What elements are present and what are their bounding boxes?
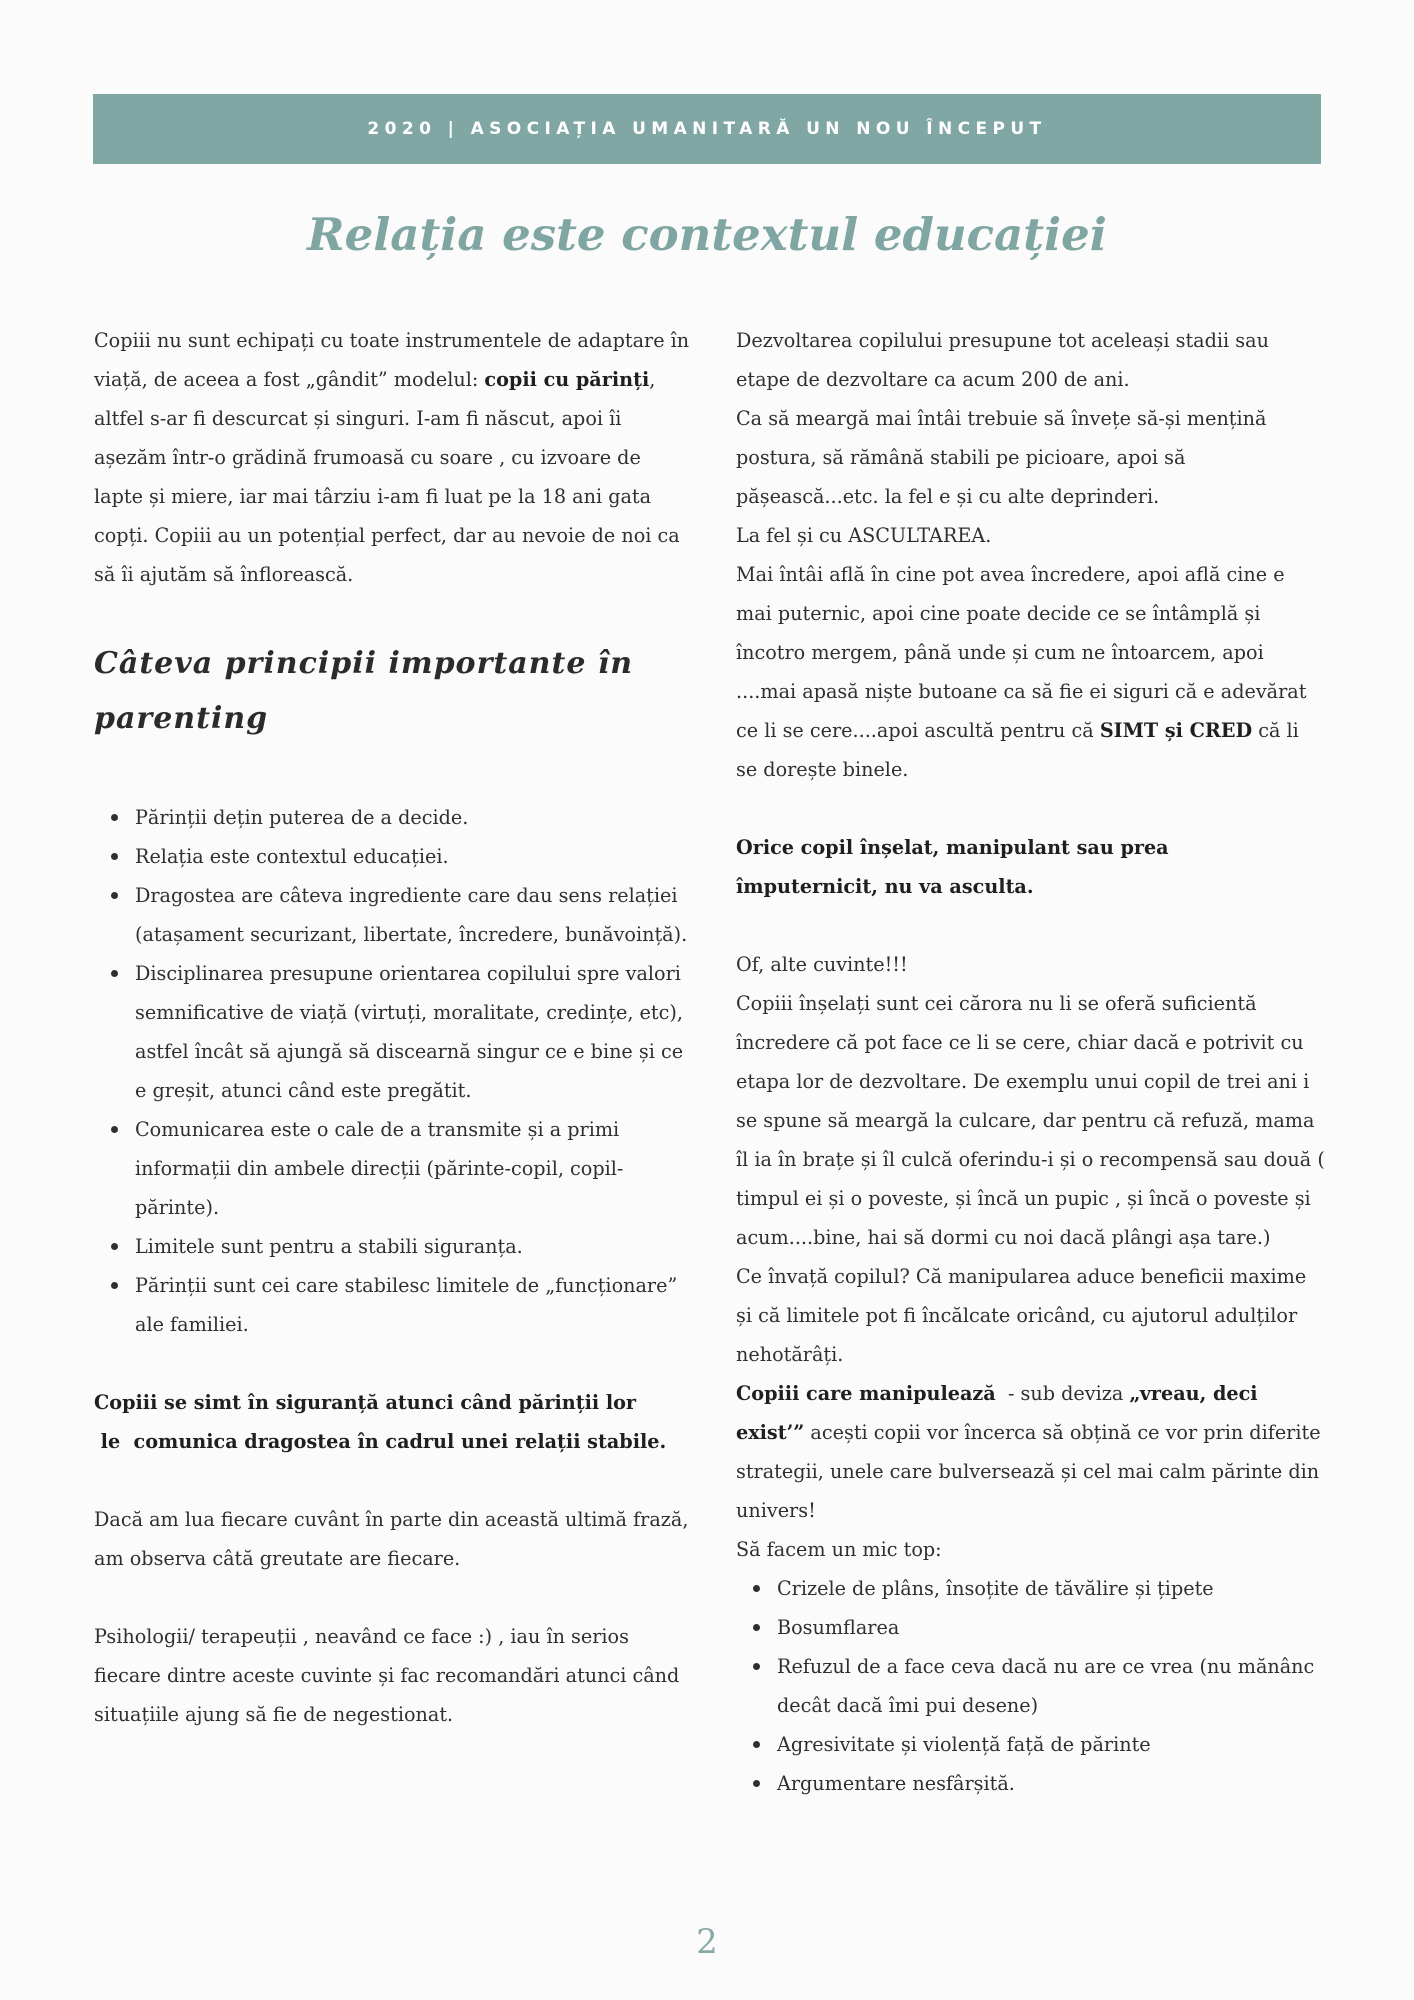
- left-column: [94, 321, 694, 1734]
- page-title: Relația este contextul educației: [307, 208, 1107, 261]
- list-item: Crizele de plâns, însoțite de tăvălire și țipete: [736, 1569, 1326, 1608]
- list-item: Limitele sunt pentru a stabili siguranța.: [94, 1227, 694, 1266]
- principles-heading-line1: Câteva principii importante în: [94, 646, 634, 681]
- intro-text-1: Copiii nu sunt echipați cu toate instrumentele de adaptare în viață, de aceea a fost „gândit” modelul:: [94, 329, 690, 391]
- principles-heading: [94, 636, 694, 746]
- intro-paragraph: [94, 321, 694, 594]
- trust-bold: SIMT și CRED: [1099, 719, 1253, 742]
- safety-statement-line2: le comunica dragostea în cadrul unei relații stabile.: [94, 1430, 667, 1453]
- principles-list: [94, 798, 694, 1344]
- list-item: Bosumflarea: [736, 1608, 1326, 1647]
- deceived-statement: [736, 828, 1326, 906]
- manipulating-bold: Copiii care manipulează: [736, 1382, 996, 1405]
- list-item: Relația este contextul educației.: [94, 837, 694, 876]
- intro-bold: copii cu părinți: [484, 368, 650, 391]
- list-item: Argumentare nesfârșită.: [736, 1764, 1326, 1803]
- development-paragraph: Dezvoltarea copilului presupune tot aceleași stadii sau etape de dezvoltare ca acum 200 de ani.: [736, 329, 1269, 391]
- list-item: Comunicarea este o cale de a transmite și a primi informații din ambele direcții (părinte-copil, copil-părinte).: [94, 1110, 694, 1227]
- list-item: Părinții sunt cei care stabilesc limitele de „funcționare” ale familiei.: [94, 1266, 694, 1344]
- trust-paragraph: [736, 555, 1326, 789]
- weight-paragraph: Dacă am lua fiecare cuvânt în parte din această ultimă frază, am observa câtă greutate are fiecare.: [94, 1508, 689, 1570]
- safety-statement: [94, 1383, 694, 1461]
- top-list: [736, 1569, 1326, 1803]
- deceived-children-paragraph: Copiii înșelați sunt cei cărora nu li se oferă suficientă încredere că pot face ce li se cere, chiar dacă e potrivit cu etapa lor de dezvoltare. De exemplu unui copil de trei ani i se spune să meargă la culcare, dar pentru că refuză, mama îl ia în brațe și îl culcă oferindu-i și o recompensă sau două ( timpul ei și o poveste, și încă un pupic , și încă o poveste și acum....bine, hai să dormi cu noi dacă plângi așa tare.): [736, 992, 1325, 1249]
- list-item: Refuzul de a face ceva dacă nu are ce vrea (nu mănânc decât dacă îmi pui desene): [736, 1647, 1326, 1725]
- walking-paragraph: Ca să meargă mai întâi trebuie să învețe să-și mențină postura, să rămână stabili pe picioare, apoi să pășească...etc. la fel e și cu alte deprinderi.: [736, 407, 1267, 508]
- deceived-statement-line1: Orice copil înșelat, manipulant sau prea: [736, 836, 1169, 859]
- manipulating-text-2: acești copii vor încerca să obțină ce vor prin diferite strategii, unele care bulversează și cel mai calm părinte din univers!: [736, 1421, 1321, 1522]
- top-intro: Să facem un mic top:: [736, 1538, 942, 1561]
- header-bar: [93, 94, 1321, 164]
- manipulating-paragraph: [736, 1374, 1326, 1530]
- psychologists-paragraph: Psihologii/ terapeuții , neavând ce face :) , iau în serios fiecare dintre aceste cuvinte și fac recomandări atunci când situațiile ajung să fie de negestionat.: [94, 1625, 680, 1726]
- list-item: Agresivitate și violență față de părinte: [736, 1725, 1326, 1764]
- list-item: Părinții dețin puterea de a decide.: [94, 798, 694, 837]
- other-words-paragraph: Of, alte cuvinte!!!: [736, 953, 908, 976]
- list-item: Disciplinarea presupune orientarea copilului spre valori semnificative de viață (virtuți, moralitate, credințe, etc), astfel încât să ajungă să discearnă singur ce e bine și ce e greșit, atunci când este pregătit.: [94, 954, 694, 1110]
- listening-paragraph: La fel și cu ASCULTAREA.: [736, 524, 992, 547]
- motto-bold: „vreau, deci exist’”: [736, 1382, 1258, 1444]
- header-text: 2020 | ASOCIAȚIA UMANITARĂ UN NOU ÎNCEPUT: [367, 119, 1047, 139]
- page-number: 2: [696, 1922, 718, 1962]
- list-item: Dragostea are câteva ingrediente care dau sens relației (atașament securizant, libertate, încredere, bunăvoință).: [94, 876, 694, 954]
- safety-statement-line1: Copiii se simt în siguranță atunci când părinții lor: [94, 1391, 637, 1414]
- child-learns-paragraph: Ce învață copilul? Că manipularea aduce beneficii maxime și că limitele pot fi încălcate oricând, cu ajutorul adulților nehotărâți.: [736, 1265, 1307, 1366]
- right-column: [736, 321, 1326, 1803]
- manipulating-text-1: - sub deviza: [995, 1382, 1130, 1405]
- deceived-statement-line2: împuternicit, nu va asculta.: [736, 875, 1034, 898]
- trust-text-1: Mai întâi află în cine pot avea încredere, apoi află cine e mai puternic, apoi cine poate decide ce se întâmplă și încotro mergem, până unde și cum ne întoarcem, apoi ....mai apasă niște butoane ca să fie ei siguri că e adevărat ce li se cere....apoi ascultă pentru că: [736, 563, 1307, 742]
- principles-heading-line2: parenting: [94, 701, 269, 736]
- intro-text-2: , altfel s-ar fi descurcat și singuri. I-am fi născut, apoi îi așezăm într-o grădină frumoasă cu soare , cu izvoare de lapte și miere, iar mai târziu i-am fi luat pe la 18 ani gata copți. Copiii au un potențial perfect, dar au nevoie de noi ca să îi ajutăm să înflorească.: [94, 368, 680, 586]
- trust-text-2: că li se dorește binele.: [736, 719, 1299, 781]
